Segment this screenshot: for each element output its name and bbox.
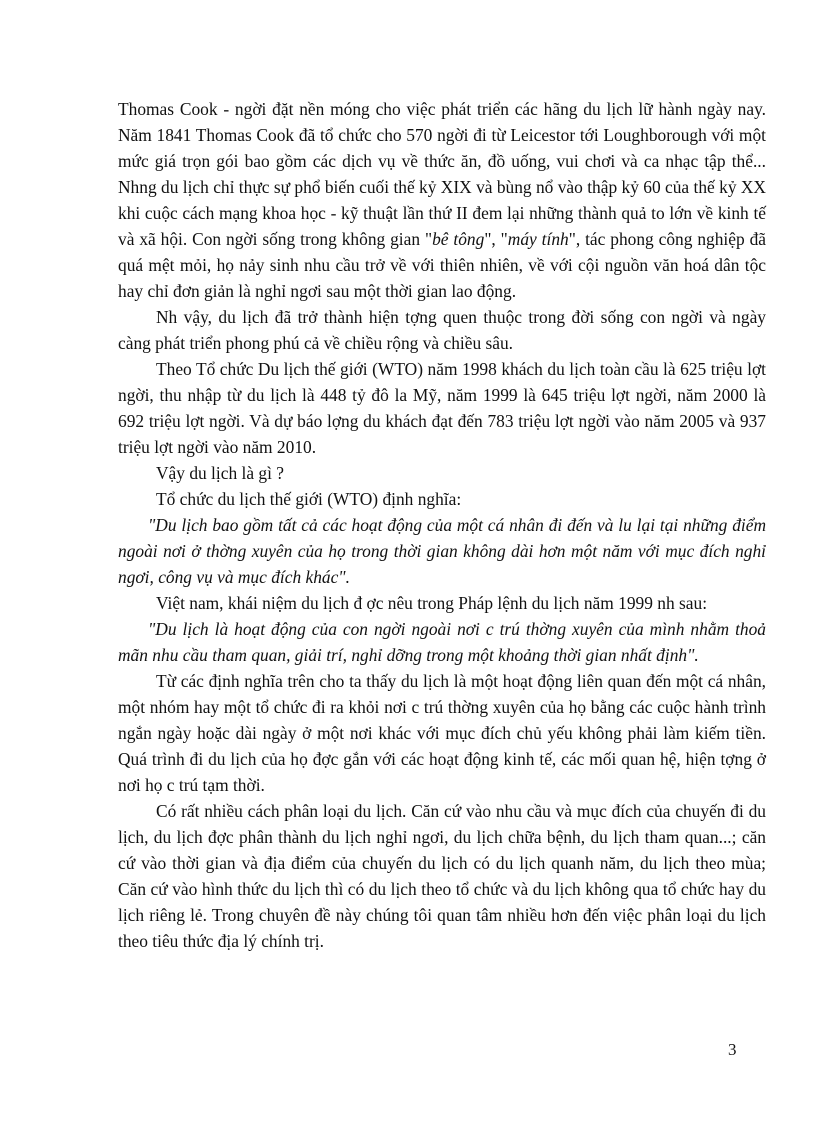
emphasis-be-tong: bê tông (432, 229, 485, 249)
paragraph-question: Vậy du lịch là gì ? (156, 463, 284, 483)
paragraph-development: Nh vậy, du lịch đã trở thành hiện tợng quen thuộc trong đời sống con ngời và ngày càng phát triển phong phú cả về chiều rộng và chiều sâu. (118, 307, 766, 353)
quote-wto-definition: "Du lịch bao gồm tất cả các hoạt động của một cá nhân đi đến và lu lại tại những điểm ngoài nơi ở thờng xuyên của họ trong thời gian không dài hơn một năm với mục đích nghỉ ngơi, công vụ và mục đích khác". (118, 515, 766, 587)
paragraph-wto-statistics: Theo Tổ chức Du lịch thế giới (WTO) năm 1998 khách du lịch toàn cầu là 625 triệu lợt ngời, thu nhập từ du lịch là 448 tỷ đô la Mỹ, năm 1999 là 645 triệu lợt ngời, năm 2000 là 692 triệu lợt ngời. Và dự báo lợng du khách đạt đến 783 triệu lợt ngời vào năm 2005 và 937 triệu lợt ngời vào năm 2010. (118, 359, 766, 457)
paragraph-thomas-cook: Thomas Cook - ngời đặt nền móng cho việc phát triển các hãng du lịch lữ hành ngày nay. Năm 1841 Thomas Cook đã tổ chức cho 570 ngời đi từ Leicestor tới Loughborough với một mức giá trọn gói bao gồm các dịch vụ về thức ăn, đồ uống, vui chơi và ca nhạc tập thể... Nhng du lịch chỉ thực sự phổ biến cuối thế kỷ XIX và bùng nổ vào thập kỷ 60 của thế kỷ XX khi cuộc cách mạng khoa học - kỹ thuật lần thứ II đem lại những thành quả to lớn về kinh tế và xã hội. Con ngời sống trong không gian "bê tông", "máy tính", tác phong công nghiệp đã quá mệt mỏi, họ nảy sinh nhu cầu trở về với thiên nhiên, về với cội nguồn văn hoá dân tộc hay chỉ đơn giản là nghỉ ngơi sau một thời gian lao động. (118, 99, 767, 301)
quote-vietnam-definition: "Du lịch là hoạt động của con ngời ngoài nơi c trú thờng xuyên của mình nhằm thoả mãn nhu cầu tham quan, giải trí, nghỉ dỡng trong một khoảng thời gian nhất định". (118, 619, 766, 665)
paragraph-classification: Có rất nhiều cách phân loại du lịch. Căn cứ vào nhu cầu và mục đích của chuyến đi du lịch, du lịch đợc phân thành du lịch nghỉ ngơi, du lịch chữa bệnh, du lịch tham quan...; căn cứ vào thời gian và địa điểm của chuyến du lịch có du lịch quanh năm, du lịch theo mùa; Căn cứ vào hình thức du lịch thì có du lịch theo tổ chức và du lịch không qua tổ chức hay du lịch riêng lẻ. Trong chuyên đề này chúng tôi quan tâm nhiều hơn đến việc phân loại du lịch theo tiêu thức địa lý chính trị. (118, 801, 766, 951)
emphasis-may-tinh: máy tính (507, 229, 569, 249)
document-body (118, 96, 766, 954)
paragraph-conclusion: Từ các định nghĩa trên cho ta thấy du lịch là một hoạt động liên quan đến một cá nhân, một nhóm hay một tổ chức đi ra khỏi nơi c trú thờng xuyên của họ bằng các cuộc hành trình ngắn ngày hoặc dài ngày ở một nơi khác với mục đích chủ yếu không phải làm kiếm tiền. Quá trình đi du lịch của họ đợc gắn với các hoạt động kinh tế, các mối quan hệ, hiện tợng ở nơi họ c trú tạm thời. (118, 671, 766, 795)
paragraph-vietnam-definition-intro: Việt nam, khái niệm du lịch đ ợc nêu trong Pháp lệnh du lịch năm 1999 nh sau: (156, 593, 708, 613)
paragraph-wto-definition-intro: Tổ chức du lịch thế giới (WTO) định nghĩa: (156, 489, 462, 509)
page-number: 3 (728, 1040, 737, 1059)
